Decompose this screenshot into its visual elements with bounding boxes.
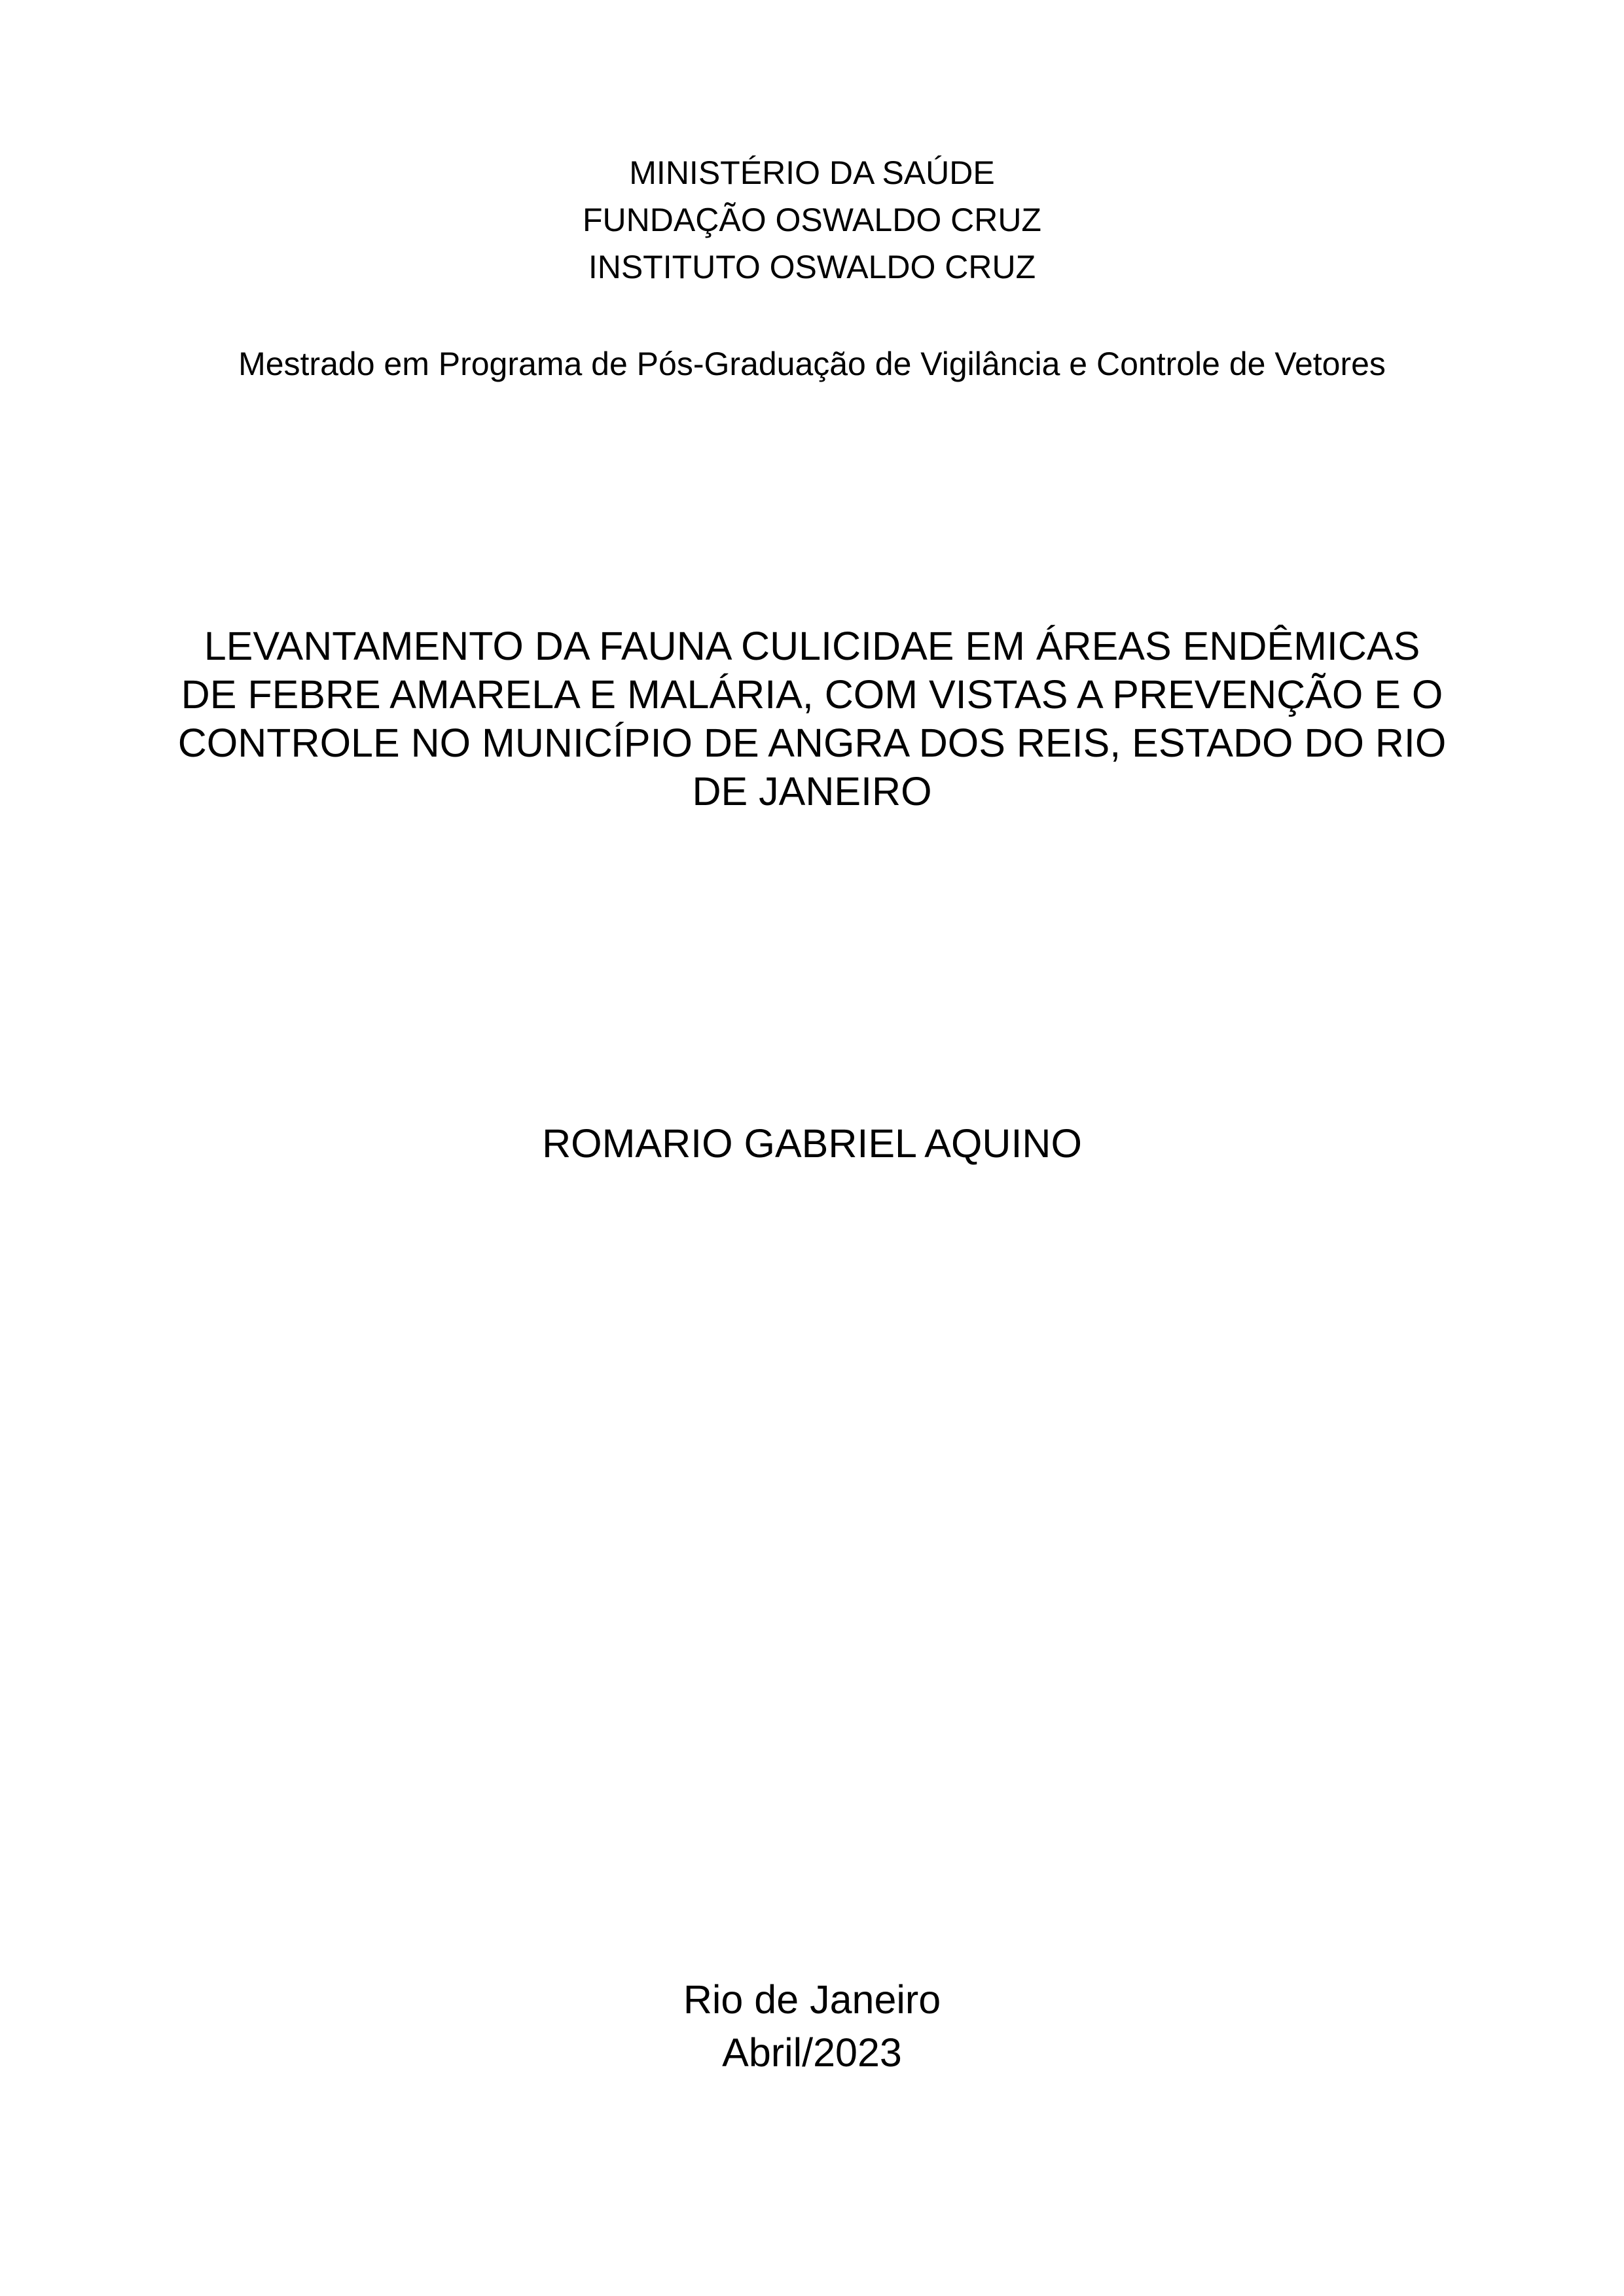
institute-name: INSTITUTO OSWALDO CRUZ bbox=[588, 249, 1036, 285]
ministry-name: MINISTÉRIO DA SAÚDE bbox=[629, 154, 995, 191]
foundation-name: FUNDAÇÃO OSWALDO CRUZ bbox=[583, 202, 1041, 238]
title-line: CONTROLE NO MUNICÍPIO DE ANGRA DOS REIS, ESTADO DO RIO bbox=[177, 721, 1447, 765]
title-line: DE JANEIRO bbox=[692, 769, 932, 814]
title-line: DE FEBRE AMARELA E MALÁRIA, COM VISTAS A PREVENÇÃO E O bbox=[181, 672, 1443, 717]
title-line: LEVANTAMENTO DA FAUNA CULICIDAE EM ÁREAS ENDÊMICAS bbox=[204, 624, 1420, 668]
place-and-date bbox=[0, 1973, 1624, 2079]
institution-header bbox=[0, 149, 1624, 291]
author-name: ROMARIO GABRIEL AQUINO bbox=[542, 1121, 1082, 1166]
date: Abril/2023 bbox=[722, 2030, 902, 2075]
thesis-title bbox=[0, 622, 1624, 816]
program-name: Mestrado em Programa de Pós-Graduação de Vigilância e Controle de Vetores bbox=[238, 346, 1386, 382]
place: Rio de Janeiro bbox=[683, 1977, 941, 2022]
